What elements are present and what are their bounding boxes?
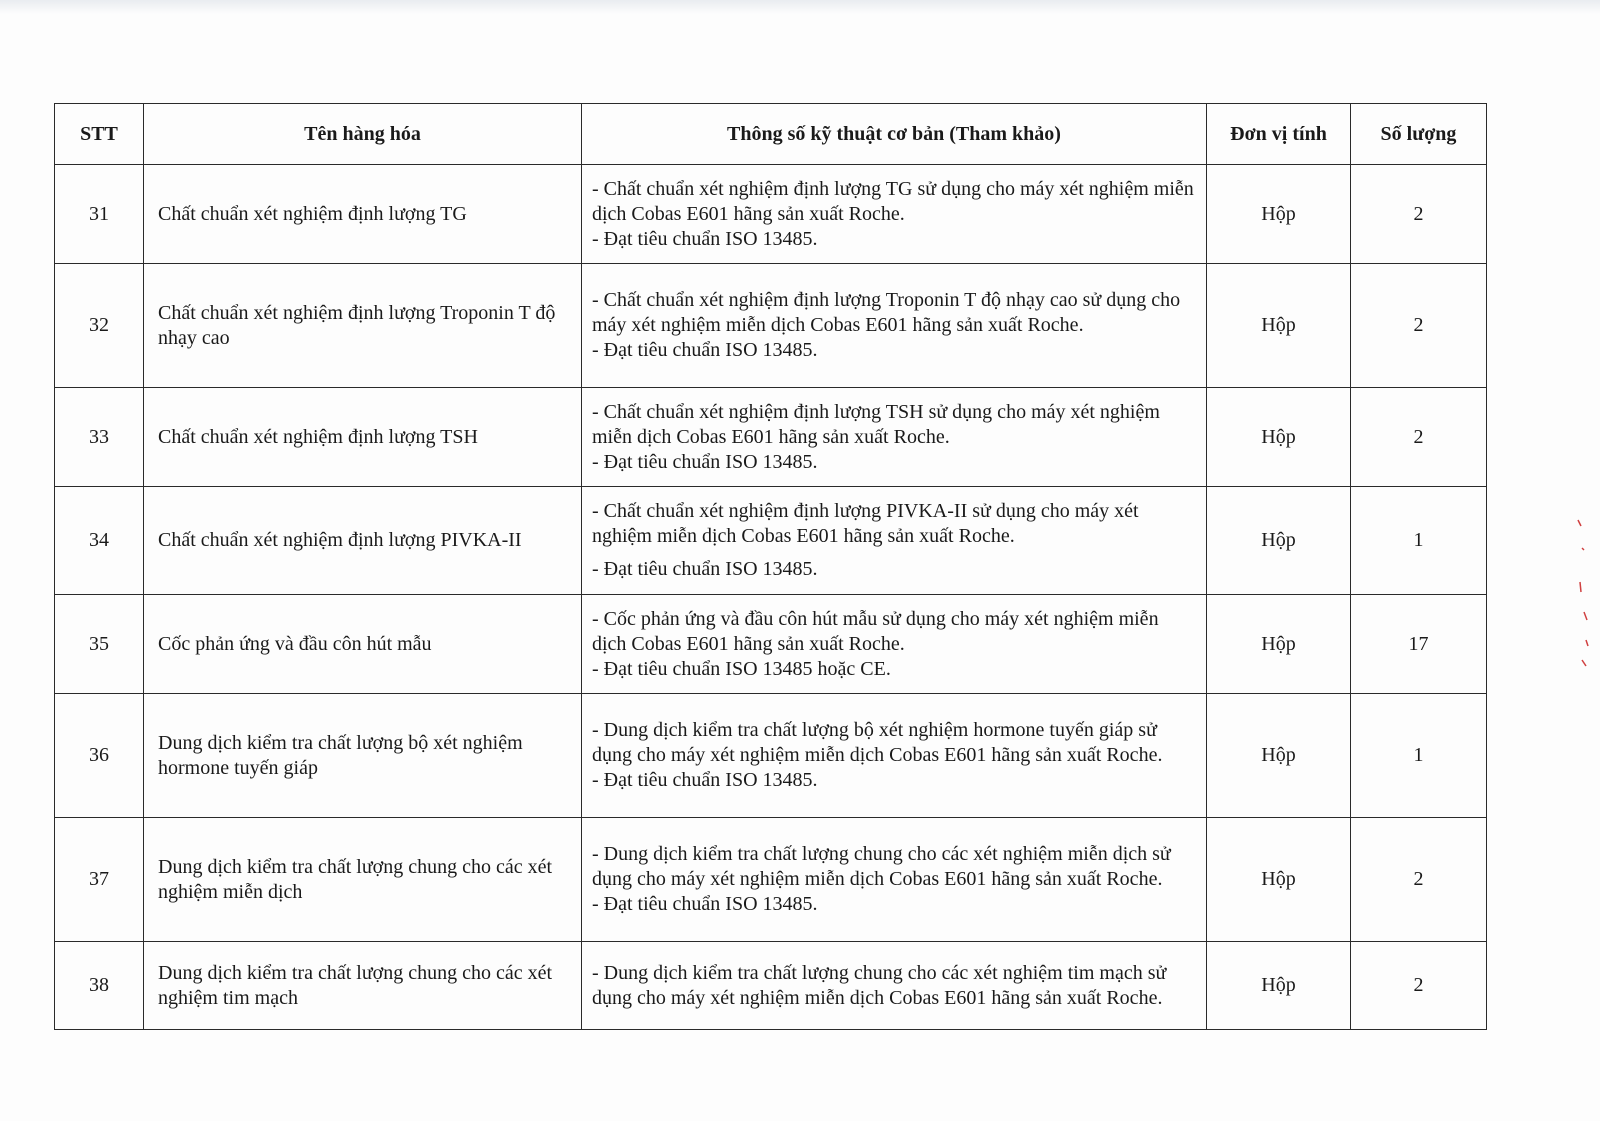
spec-line: - Dung dịch kiểm tra chất lượng chung cho các xét nghiệm tim mạch sử dụng cho máy xét nghiệm miễn dịch Cobas E601 hãng sản xuất Roche.: [592, 961, 1167, 1009]
row-unit: Hộp: [1207, 818, 1351, 942]
row-stt: 31: [55, 165, 144, 264]
row-unit: Hộp: [1207, 487, 1351, 595]
row-name: Dung dịch kiểm tra chất lượng chung cho các xét nghiệm tim mạch: [144, 942, 582, 1030]
row-qty: 1: [1351, 694, 1487, 818]
row-spec: [582, 264, 1207, 388]
row-unit: Hộp: [1207, 165, 1351, 264]
spec-line: - Chất chuẩn xét nghiệm định lượng PIVKA-II sử dụng cho máy xét nghiệm miễn dịch Cobas E601 hãng sản xuất Roche.: [592, 500, 1139, 547]
row-unit: Hộp: [1207, 694, 1351, 818]
row-qty: 2: [1351, 388, 1487, 487]
row-unit: Hộp: [1207, 942, 1351, 1030]
table-row: [55, 388, 1487, 487]
header-unit: Đơn vị tính: [1207, 104, 1351, 165]
row-spec: [582, 694, 1207, 818]
scan-edge: [0, 0, 1600, 14]
row-unit: Hộp: [1207, 264, 1351, 388]
table-row: [55, 694, 1487, 818]
row-qty: 2: [1351, 818, 1487, 942]
row-name: Cốc phản ứng và đầu côn hút mẫu: [144, 595, 582, 694]
row-name: Chất chuẩn xét nghiệm định lượng Troponin T độ nhạy cao: [144, 264, 582, 388]
row-stt: 35: [55, 595, 144, 694]
spec-line: - Đạt tiêu chuẩn ISO 13485.: [592, 558, 818, 580]
row-spec: [582, 942, 1207, 1030]
row-spec: [582, 165, 1207, 264]
row-name: Chất chuẩn xét nghiệm định lượng PIVKA-II: [144, 487, 582, 595]
spec-line: - Dung dịch kiểm tra chất lượng chung cho các xét nghiệm miễn dịch sử dụng cho máy xét nghiệm miễn dịch Cobas E601 hãng sản xuất Roche.: [592, 843, 1171, 890]
spec-line: - Chất chuẩn xét nghiệm định lượng TG sử dụng cho máy xét nghiệm miễn dịch Cobas E601 hãng sản xuất Roche.: [592, 177, 1194, 225]
table-row: [55, 595, 1487, 694]
row-qty: 1: [1351, 487, 1487, 595]
row-spec: [582, 487, 1207, 595]
row-name: Chất chuẩn xét nghiệm định lượng TSH: [144, 388, 582, 487]
table-row: [55, 942, 1487, 1030]
table-row: [55, 264, 1487, 388]
spec-line: - Đạt tiêu chuẩn ISO 13485 hoặc CE.: [592, 657, 891, 680]
row-stt: 32: [55, 264, 144, 388]
spec-line: - Dung dịch kiểm tra chất lượng bộ xét nghiệm hormone tuyến giáp sử dụng cho máy xét nghiệm miễn dịch Cobas E601 hãng sản xuất Roche.: [592, 719, 1163, 766]
header-qty: Số lượng: [1351, 104, 1487, 165]
row-stt: 36: [55, 694, 144, 818]
spec-line: - Đạt tiêu chuẩn ISO 13485.: [592, 227, 818, 250]
row-spec: [582, 388, 1207, 487]
row-stt: 37: [55, 818, 144, 942]
spec-line: - Đạt tiêu chuẩn ISO 13485.: [592, 893, 818, 915]
spec-line: - Đạt tiêu chuẩn ISO 13485.: [592, 769, 818, 791]
row-name: Chất chuẩn xét nghiệm định lượng TG: [144, 165, 582, 264]
table-header-row: [55, 104, 1487, 165]
header-spec: Thông số kỹ thuật cơ bản (Tham khảo): [582, 104, 1207, 165]
header-stt: STT: [55, 104, 144, 165]
spec-line: - Cốc phản ứng và đầu côn hút mẫu sử dụng cho máy xét nghiệm miễn dịch Cobas E601 hãng sản xuất Roche.: [592, 607, 1159, 655]
row-spec: [582, 818, 1207, 942]
row-spec: [582, 595, 1207, 694]
row-name: Dung dịch kiểm tra chất lượng bộ xét nghiệm hormone tuyến giáp: [144, 694, 582, 818]
row-stt: 38: [55, 942, 144, 1030]
row-qty: 17: [1351, 595, 1487, 694]
row-unit: Hộp: [1207, 388, 1351, 487]
header-name: Tên hàng hóa: [144, 104, 582, 165]
table-row: [55, 487, 1487, 595]
table-row: [55, 165, 1487, 264]
spec-line: - Chất chuẩn xét nghiệm định lượng Troponin T độ nhạy cao sử dụng cho máy xét nghiệm miễn dịch Cobas E601 hãng sản xuất Roche.: [592, 289, 1181, 336]
row-name: Dung dịch kiểm tra chất lượng chung cho các xét nghiệm miễn dịch: [144, 818, 582, 942]
table-row: [55, 818, 1487, 942]
row-stt: 34: [55, 487, 144, 595]
row-qty: 2: [1351, 942, 1487, 1030]
scan-margin-marks: [1560, 0, 1600, 1121]
row-qty: 2: [1351, 264, 1487, 388]
spec-line: - Đạt tiêu chuẩn ISO 13485.: [592, 450, 818, 473]
row-qty: 2: [1351, 165, 1487, 264]
row-stt: 33: [55, 388, 144, 487]
row-unit: Hộp: [1207, 595, 1351, 694]
spec-line: - Đạt tiêu chuẩn ISO 13485.: [592, 339, 818, 361]
goods-table: [54, 103, 1487, 1030]
spec-line: - Chất chuẩn xét nghiệm định lượng TSH sử dụng cho máy xét nghiệm miễn dịch Cobas E601 hãng sản xuất Roche.: [592, 400, 1160, 448]
